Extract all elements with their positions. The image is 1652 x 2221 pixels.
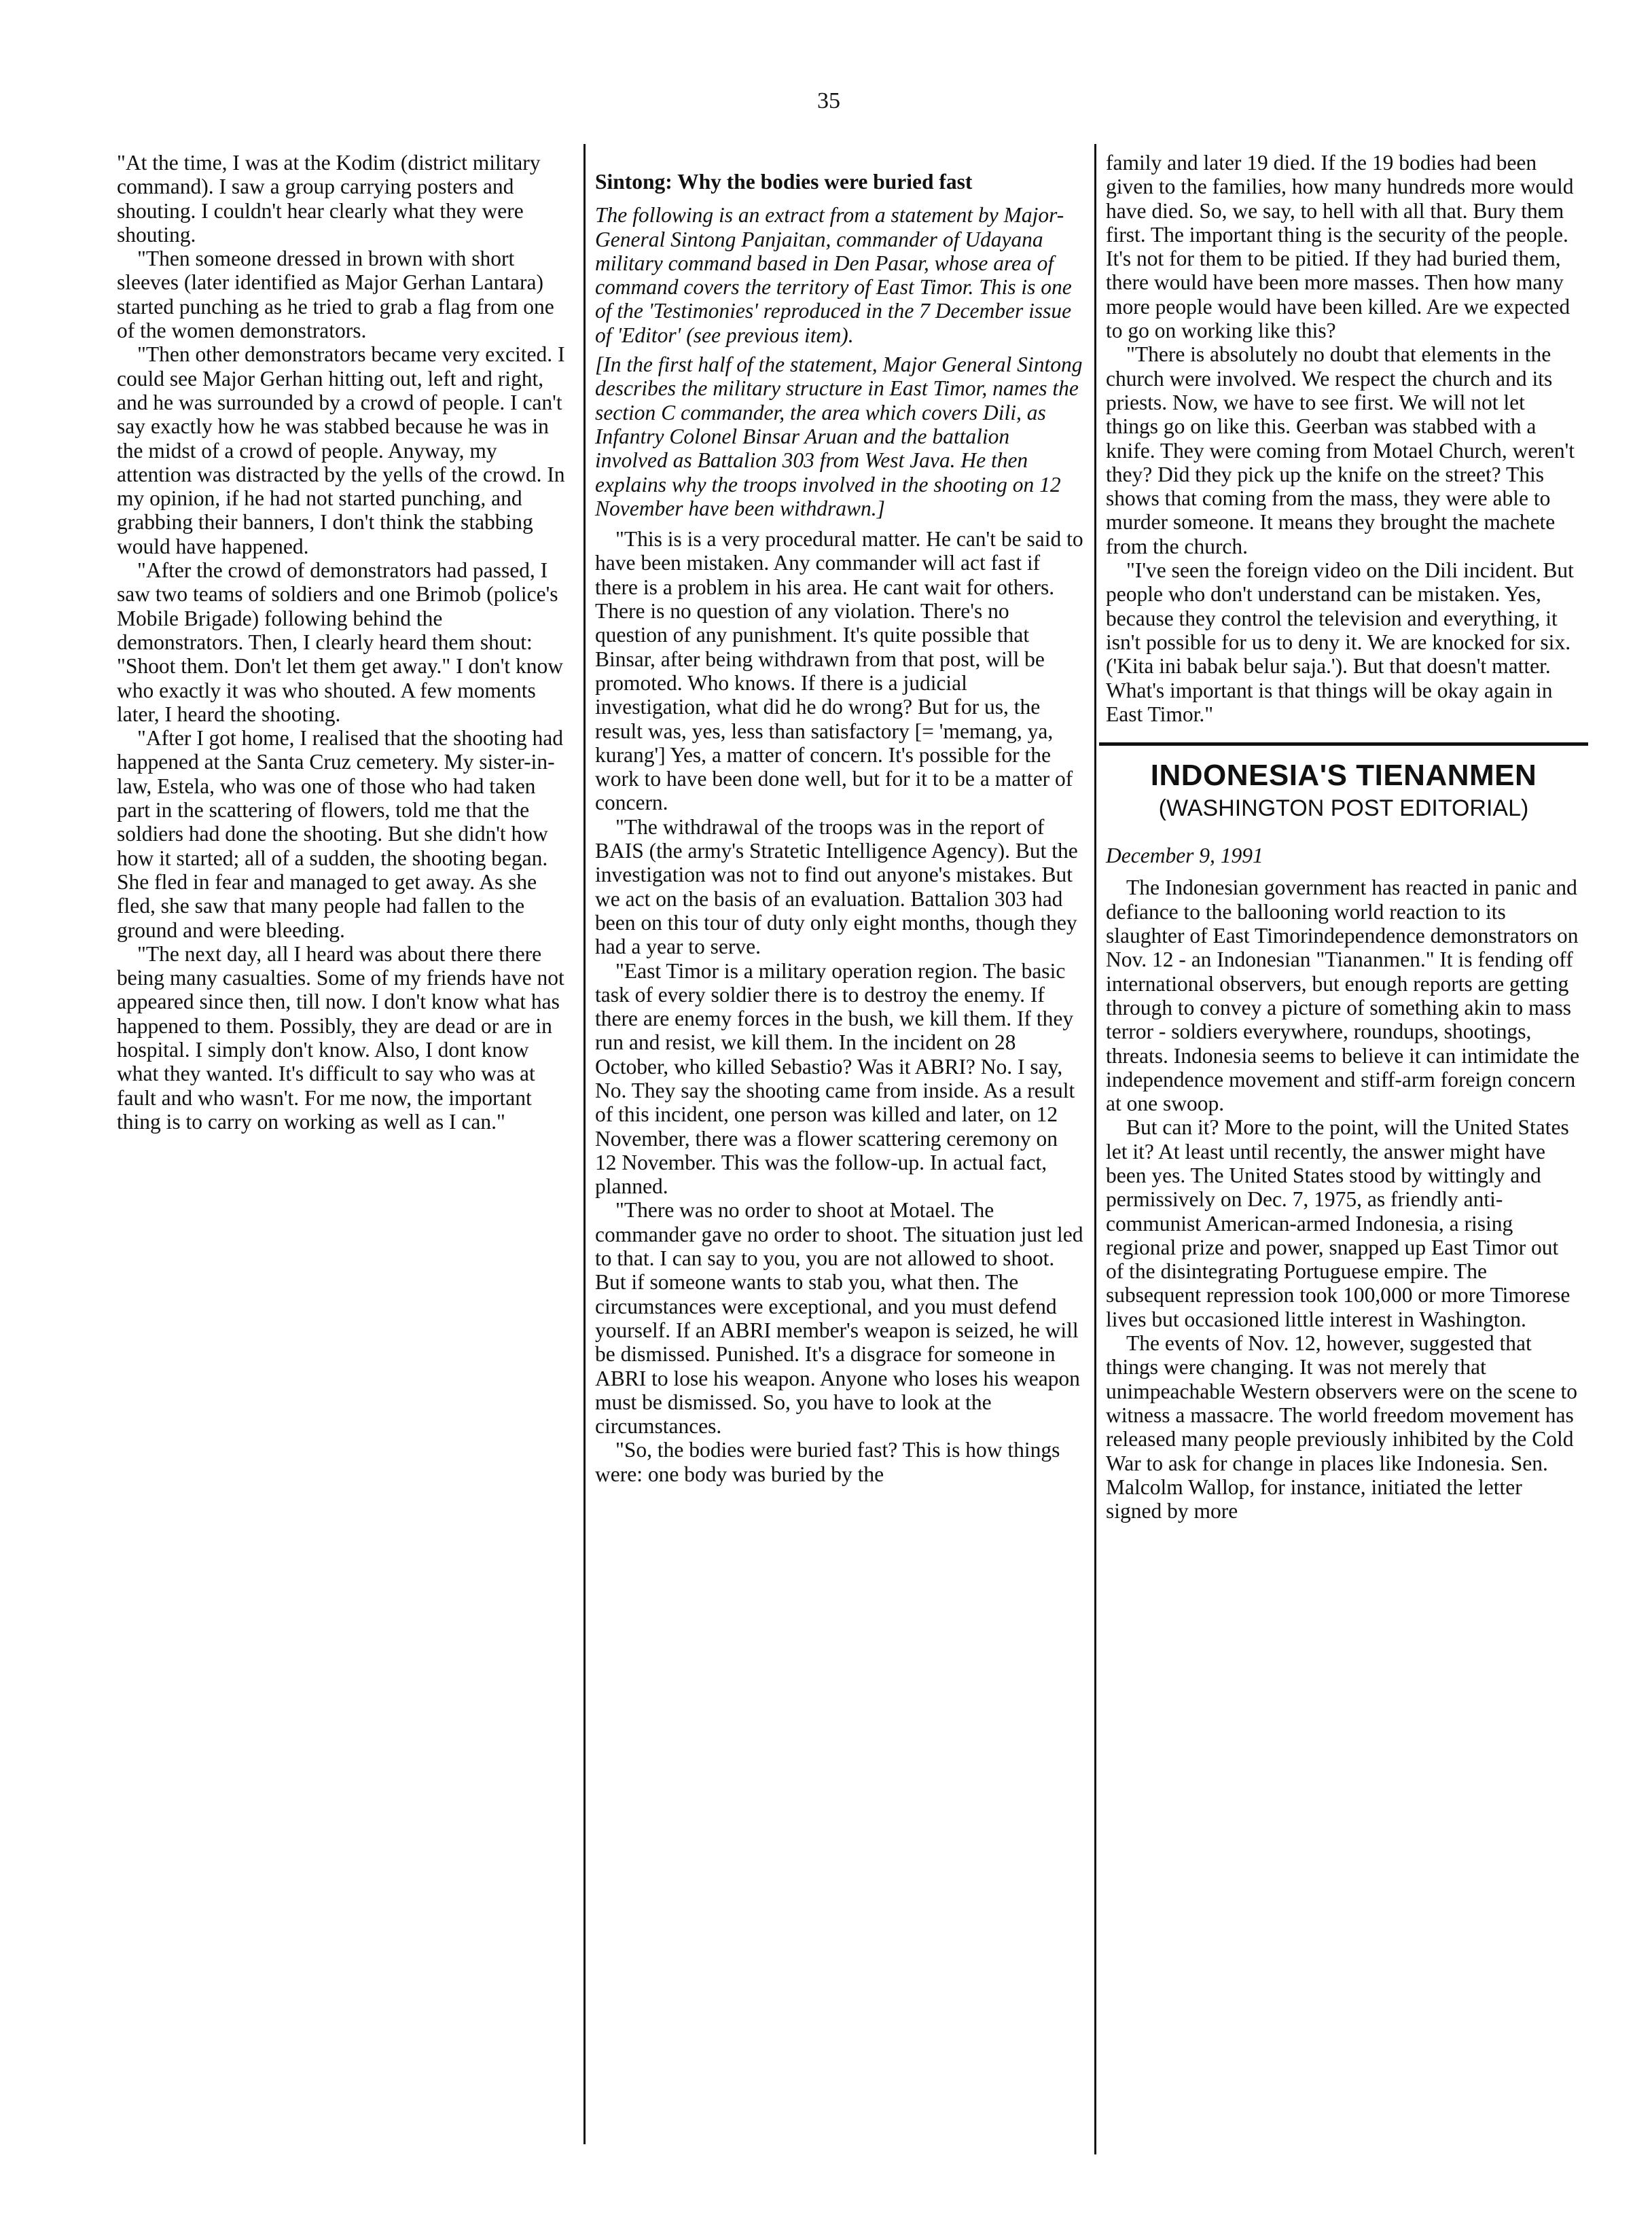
article-title: INDONESIA'S TIENANMEN	[1150, 759, 1537, 793]
paragraph: "Then other demonstrators became very excited. I could see Major Gerhan hitting out, left and right, and he was surrounded by a crowd of people. I can't say exactly how he was stabbed because he was in the midst of a crowd of people. Anyway, my attention was distracted by the yells of the crowd. In my opinion, if he had not started punching, and grabbing their banners, I don't think the stabbing would have happened.	[117, 342, 565, 558]
paragraph: "The withdrawal of the troops was in the report of BAIS (the army's Stratetic Intelligence Agency). But the investigation was not to find out anyone's mistakes. But we act on the basis of an evaluation. Battalion 303 had been on this tour of duty only eight months, though they had a year to serve.	[595, 814, 1078, 959]
column-left	[117, 151, 573, 1134]
paragraph: But can it? More to the point, will the United States let it? At least until recently, the answer might have been yes. The United States stood by wittingly and permissively on Dec. 7, 1975, as friendly anti-communist American-armed Indonesia, a rising regional prize and power, snapped up East Timor out of the disintegrating Portuguese empire. The subsequent repression took 100,000 or more Timorese lives but occasioned little interest in Washington.	[1106, 1115, 1570, 1331]
paragraph: The Indonesian government has reacted in panic and defiance to the ballooning world reaction to its slaughter of East Timorindependence demonstrators on Nov. 12 - an Indonesian "Tiananmen." It is fending off international observers, but enough reports are getting through to convey a picture of something akin to mass terror - soldiers everywhere, roundups, shootings, threats. Indonesia seems to believe it can intimidate the independence movement and stiff-arm foreign concern at one swoop.	[1106, 875, 1580, 1116]
paragraph: "East Timor is a military operation region. The basic task of every soldier there is to destroy the enemy. If there are enemy forces in the bush, we kill them. If they run and resist, we kill them. In the incident on 28 October, who killed Sebastio? Was it ABRI? No. I say, No. They say the shooting came from inside. As a result of this incident, one person was killed and later, on 12 November, there was a flower scattering ceremony on 12 November. This was the follow-up. In actual fact, planned.	[595, 958, 1075, 1199]
column-middle	[595, 154, 1084, 1486]
page-number: 35	[817, 88, 840, 113]
article-intro: The following is an extract from a statement by Major-General Sintong Panjaitan, commander of Udayana military command based in Den Pasar, whose area of command covers the territory of East Timor. This is one of the 'Testimonies' reproduced in the 7 December issue of 'Editor' (see previous item).	[595, 203, 1072, 347]
paragraph: "The next day, all I heard was about there there being many casualties. Some of my friends have not appeared since then, till now. I don't know what has happened to them. Possibly, they are dead or are in hospital. I simply don't know. Also, I dont know what they wanted. It's difficult to say who was at fault and who wasn't. For me now, the important thing is to carry on working as well as I can."	[117, 941, 564, 1134]
article-date: December 9, 1991	[1106, 844, 1263, 868]
paragraph: "This is is a very procedural matter. He can't be said to have been mistaken. Any commander will act fast if there is a problem in his area. He cant wait for others. There is no question of any violation. There's no question of any punishment. It's quite possible that Binsar, after being withdrawn from that post, will be promoted. Who knows. If there is a judicial investigation, what did he do wrong? But for us, the result was, yes, less than satisfactory [= 'memang, ya, kurang'] Yes, a matter of concern. It's possible for the work to have been done well, but for it to be a matter of concern.	[595, 527, 1083, 815]
column-right	[1106, 151, 1581, 1523]
paragraph: The events of Nov. 12, however, suggested that things were changing. It was not merely that unimpeachable Western observers were on the scene to witness a massacre. The world freedom movement has released many people previously inhibited by the Cold War to ask for change in places like Indonesia. Sen. Malcolm Wallop, for instance, initiated the letter signed by more	[1106, 1331, 1577, 1523]
section-divider	[1099, 742, 1588, 746]
column-divider-right	[1094, 144, 1096, 2154]
paragraph: "So, the bodies were buried fast? This is how things were: one body was buried by the	[595, 1438, 1060, 1486]
paragraph: "At the time, I was at the Kodim (district military command). I saw a group carrying posters and shouting. I couldn't hear clearly what they were shouting.	[117, 151, 541, 247]
paragraph: family and later 19 died. If the 19 bodies had been given to the families, how many hundreds more would have died. So, we say, to hell with all that. Bury them first. The important thing is the security of the people. It's not for them to be pitied. If they had buried them, there would have been more masses. Then how many more people would have been killed. Are we expected to go on working like this?	[1106, 151, 1574, 343]
article-headline: Sintong: Why the bodies were buried fast	[595, 170, 973, 194]
paragraph: "There was no order to shoot at Motael. The commander gave no order to shoot. The situation just led to that. I can say to you, you are not allowed to shoot. But if someone wants to stab you, what then. The circumstances were exceptional, and you must defend yourself. If an ABRI member's weapon is seized, he will be dismissed. Punished. It's a disgrace for someone in ABRI to lose his weapon. Anyone who loses his weapon must be dismissed. So, you have to look at the circumstances.	[595, 1198, 1083, 1439]
paragraph: "There is absolutely no doubt that elements in the church were involved. We respect the church and its priests. Now, we have to see first. We will not let things go on like this. Geerban was stabbed with a knife. They were coming from Motael Church, weren't they? Did they pick up the knife on the street? This shows that coming from the mass, they were able to murder someone. It means they brought the machete from the church.	[1106, 342, 1575, 558]
paragraph: "After the crowd of demonstrators had passed, I saw two teams of soldiers and one Brimob (police's Mobile Brigade) following behind the demonstrators. Then, I clearly heard them shout: "Shoot them. Don't let them get away." I don't know who exactly it was who shouted. A few moments later, I heard the shooting.	[117, 558, 564, 726]
paragraph: "After I got home, I realised that the shooting had happened at the Santa Cruz cemetery. My sister-in-law, Estela, who was one of those who had taken part in the scattering of flowers, told me that the soldiers had done the shooting. But she didn't how how it started; all of a sudden, the shooting began. She fled in fear and managed to get away. As she fled, she saw that many people had fallen to the ground and were bleeding.	[117, 726, 563, 942]
column-divider-left	[583, 144, 586, 2144]
paragraph: "Then someone dressed in brown with short sleeves (later identified as Major Gerhan Lantara) started punching as he tried to grab a flag from one of the women demonstrators.	[117, 247, 554, 343]
editor-note: [In the first half of the statement, Major General Sintong describes the military structure in East Timor, names the section C commander, the area which covers Dili, as Infantry Colonel Binsar Aruan and the battalion involved as Battalion 303 from West Java. He then explains why the troops involved in the shooting on 12 November have been withdrawn.]	[595, 353, 1083, 520]
article-subtitle: (WASHINGTON POST EDITORIAL)	[1158, 795, 1529, 822]
paragraph: "I've seen the foreign video on the Dili incident. But people who don't understand can be mistaken. Yes, because they control the television and everything, it isn't possible for us to deny it. We are knocked for six. ('Kita ini babak belur saja.'). But that doesn't matter. What's important is that things will be okay again in East Timor."	[1106, 558, 1574, 726]
